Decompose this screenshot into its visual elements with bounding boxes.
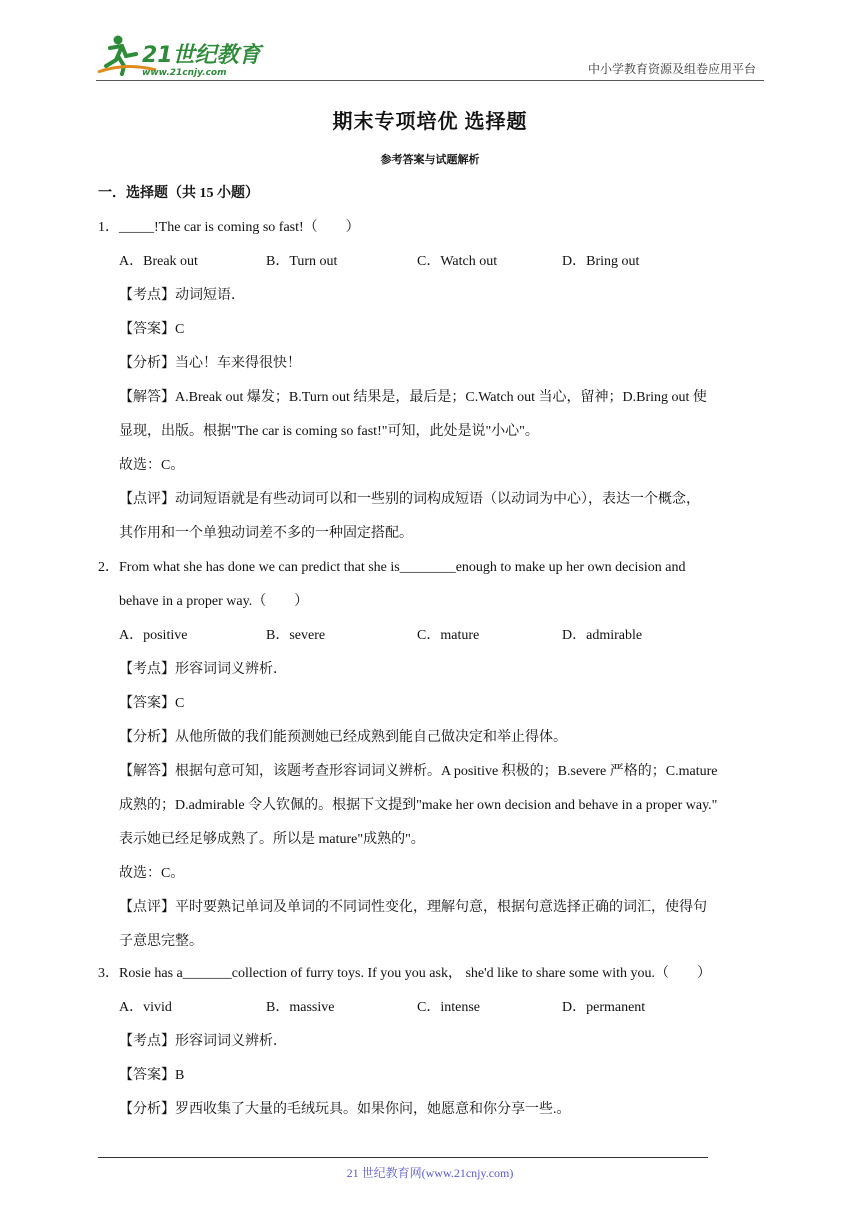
q3-kaodian: 【考点】形容词词义辨析．: [119, 1034, 287, 1049]
header-platform-text: 中小学教育资源及组卷应用平台: [587, 62, 756, 76]
q2-choice: 故选：C。: [119, 866, 185, 881]
q2-stem-line2: behave in a proper way.（ ）: [119, 594, 309, 609]
q2-solution-line2: 成熟的；D.admirable 令人钦佩的。根据下文提到"make her own decision and behave in a proper way.": [119, 798, 718, 813]
q1-answer: 【答案】C: [119, 322, 185, 337]
q1-comment-line1: 【点评】动词短语就是有些动词可以和一些别的词构成短语（以动词为中心），表达一个概念，: [119, 492, 700, 507]
q3-answer: 【答案】B: [119, 1068, 185, 1083]
q1-solution-line2: 显现，出版。根据"The car is coming so fast!"可知，此处是说"小心"。: [119, 424, 539, 439]
logo-url: www.21cnjy.com: [142, 68, 227, 78]
q1-solution-line1: 【解答】A.Break out 爆发；B.Turn out 结果是，最后是；C.Watch out 当心，留神；D.Bring out 使: [119, 390, 707, 405]
q1-option-d: D．Bring out: [562, 254, 640, 269]
logo-text: 21世纪教育: [142, 43, 261, 68]
q1-stem: 1．_____!The car is coming so fast!（ ）: [98, 220, 360, 235]
section-heading: 一．选择题（共 15 小题）: [98, 186, 259, 201]
q1-comment-line2: 其作用和一个单独动词差不多的一种固定搭配。: [119, 526, 413, 541]
q3-option-c: C．intense: [417, 1000, 480, 1015]
q3-option-d: D．permanent: [562, 1000, 646, 1015]
q3-analysis: 【分析】罗西收集了大量的毛绒玩具。如果你问，她愿意和你分享一些.。: [119, 1102, 571, 1117]
page-title: 期末专项培优 选择题: [332, 111, 528, 133]
q1-choice: 故选：C。: [119, 458, 185, 473]
footer-divider: [98, 1157, 708, 1158]
q2-comment-line1: 【点评】平时要熟记单词及单词的不同词性变化，理解句意，根据句意选择正确的词汇，使得句: [119, 900, 707, 915]
q1-option-b: B．Turn out: [266, 254, 338, 269]
q1-analysis: 【分析】当心！车来得很快！: [119, 356, 301, 371]
q2-solution-line1: 【解答】根据句意可知，该题考查形容词词义辨析。A positive 积极的；B.severe 严格的；C.mature: [119, 764, 718, 779]
page-subtitle: 参考答案与试题解析: [380, 154, 480, 166]
q1-option-c: C．Watch out: [417, 254, 498, 269]
q1-kaodian: 【考点】动词短语．: [119, 288, 245, 303]
page-header: [96, 30, 764, 81]
q3-option-b: B．massive: [266, 1000, 335, 1015]
q2-analysis: 【分析】从他所做的我们能预测她已经成熟到能自己做决定和举止得体。: [119, 730, 567, 745]
page-footer: 21 世纪教育网(www.21cnjy.com): [346, 1166, 514, 1180]
q2-kaodian: 【考点】形容词词义辨析．: [119, 662, 287, 677]
q3-option-a: A．vivid: [119, 1000, 172, 1015]
logo-21cnjy: [96, 32, 276, 78]
q2-comment-line2: 子意思完整。: [119, 934, 203, 949]
q1-option-a: A．Break out: [119, 254, 198, 269]
q2-option-b: B．severe: [266, 628, 326, 643]
q2-answer: 【答案】C: [119, 696, 185, 711]
q2-option-a: A．positive: [119, 628, 188, 643]
q3-stem: 3．Rosie has a_______collection of furry toys. If you you ask， she'd like to share some with you.（ ）: [98, 966, 711, 981]
q2-option-c: C．mature: [417, 628, 480, 643]
q2-option-d: D．admirable: [562, 628, 643, 643]
q2-stem-line1: 2．From what she has done we can predict that she is________enough to make up her own decision and: [98, 560, 686, 575]
q2-solution-line3: 表示她已经足够成熟了。所以是 mature"成熟的"。: [119, 832, 425, 847]
